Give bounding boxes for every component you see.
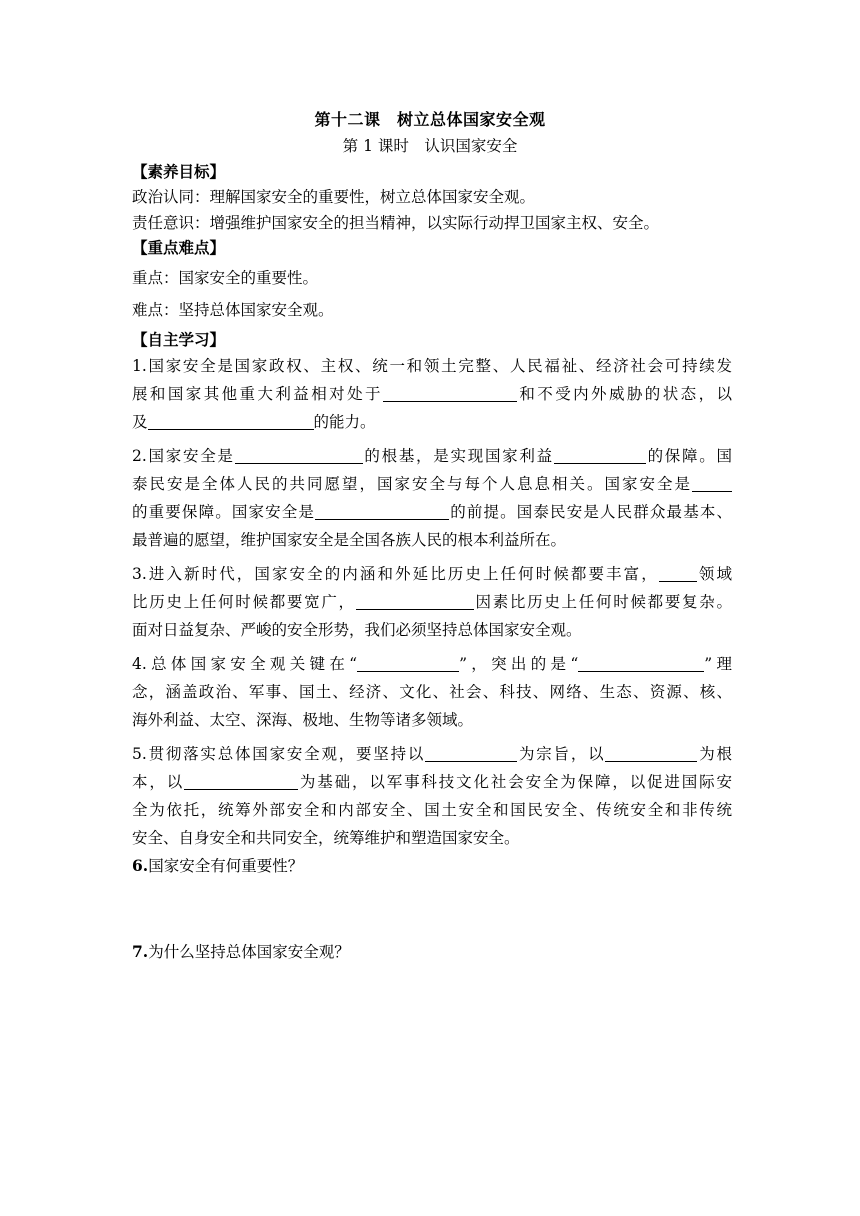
- question-7: [132, 940, 732, 964]
- fill-blank[interactable]: [605, 744, 697, 762]
- fill-blank[interactable]: [425, 744, 517, 762]
- text-segment: 4.总体国家安全观关键在“: [132, 655, 358, 673]
- question-1-line: [132, 408, 732, 436]
- question-3-line: [132, 588, 732, 616]
- section-heading-study: 【自主学习】: [132, 330, 226, 349]
- text-segment: 展和国家其他重大利益相对处于: [132, 385, 383, 403]
- page-subtitle: 第 1 课时 认识国家安全: [342, 137, 518, 155]
- question-5-line: [132, 768, 732, 796]
- question-5-line: 全为依托，统筹外部安全和内部安全、国土安全和国民安全、传统安全和非传统: [132, 801, 732, 819]
- text-segment: 3.进入新时代，国家安全的内涵和外延比历史上任何时候都要丰富，: [132, 565, 659, 583]
- text-segment: 本，以: [132, 773, 185, 791]
- text-segment: 的能力。: [313, 413, 376, 431]
- fill-blank[interactable]: [383, 384, 517, 402]
- text-segment: ”，突出的是“: [459, 655, 579, 673]
- goal-item: 政治认同：理解国家安全的重要性，树立总体国家安全观。: [132, 188, 536, 206]
- text-segment: 为根: [697, 745, 732, 763]
- goal-item: 责任意识：增强维护国家安全的担当精神，以实际行动捍卫国家主权、安全。: [132, 214, 660, 232]
- text-segment: 领域: [696, 565, 732, 583]
- text-segment: 及: [132, 413, 148, 431]
- text-segment: 的保障。国: [645, 447, 732, 465]
- question-1-line: 1.国家安全是国家政权、主权、统一和领土完整、人民福祉、经济社会可持续发: [132, 357, 732, 375]
- question-6: [132, 854, 732, 878]
- question-2: [132, 442, 732, 554]
- fill-blank[interactable]: [235, 446, 363, 464]
- text-segment: 和不受内外威胁的状态，以: [516, 385, 732, 403]
- answer-space[interactable]: [132, 964, 732, 1084]
- key-point: 重点：国家安全的重要性。: [132, 269, 319, 287]
- question-2-line: 最普遍的愿望，维护国家安全是全国各族人民的根本利益所在。: [132, 531, 567, 549]
- text-segment: 5.贯彻落实总体国家安全观，要坚持以: [132, 745, 426, 763]
- section-heading-key: 【重点难点】: [132, 238, 226, 257]
- question-number: 7.: [132, 942, 149, 961]
- question-2-line: [132, 498, 732, 526]
- text-segment: 的前提。国泰民安是人民群众最基本、: [449, 503, 732, 521]
- fill-blank[interactable]: [184, 772, 298, 790]
- text-segment: 为宗旨，以: [517, 745, 606, 763]
- answer-space[interactable]: [132, 878, 732, 940]
- question-1: [132, 352, 732, 436]
- worksheet-body: [132, 160, 732, 1084]
- fill-blank[interactable]: [659, 564, 697, 582]
- text-segment: 因素比历史上任何时候都要复杂。: [473, 593, 732, 611]
- text-segment: 的重要保障。国家安全是: [132, 503, 316, 521]
- fill-blank[interactable]: [357, 654, 459, 672]
- fill-blank[interactable]: [578, 654, 704, 672]
- question-4-line: [132, 650, 732, 678]
- question-3: [132, 560, 732, 644]
- fill-blank[interactable]: [692, 474, 732, 492]
- question-7-text: 为什么坚持总体国家安全观？: [148, 943, 350, 961]
- difficult-point: 难点：坚持总体国家安全观。: [132, 301, 334, 319]
- fill-blank[interactable]: [148, 412, 314, 430]
- question-2-line: [132, 470, 732, 498]
- fill-blank[interactable]: [356, 592, 474, 610]
- question-5-line: [132, 740, 732, 768]
- question-5-line: 安全、自身安全和共同安全，统筹维护和塑造国家安全。: [132, 829, 520, 847]
- fill-blank[interactable]: [315, 502, 449, 520]
- fill-blank[interactable]: [554, 446, 646, 464]
- text-segment: 比历史上任何时候都要宽广，: [132, 593, 356, 611]
- question-2-line: [132, 442, 732, 470]
- question-4: [132, 650, 732, 734]
- text-segment: 泰民安是全体人民的共同愿望，国家安全与每个人息息相关。国家安全是: [132, 475, 692, 493]
- question-3-line: 面对日益复杂、严峻的安全形势，我们必须坚持总体国家安全观。: [132, 621, 582, 639]
- text-segment: 的根基，是实现国家利益: [362, 447, 554, 465]
- question-number: 6.: [132, 856, 149, 875]
- section-heading-goals: 【素养目标】: [132, 162, 226, 181]
- page-title: 第十二课 树立总体国家安全观: [314, 110, 546, 129]
- text-segment: ”理: [704, 655, 732, 673]
- question-5: [132, 740, 732, 852]
- question-6-text: 国家安全有何重要性？: [148, 857, 304, 875]
- text-segment: 为基础，以军事科技文化社会安全为保障，以促进国际安: [298, 773, 732, 791]
- question-4-line: 念，涵盖政治、军事、国土、经济、文化、社会、科技、网络、生态、资源、核、: [132, 683, 732, 701]
- question-4-line: 海外利益、太空、深海、极地、生物等诸多领域。: [132, 711, 474, 729]
- question-1-line: [132, 380, 732, 408]
- text-segment: 2.国家安全是: [132, 447, 235, 465]
- question-3-line: [132, 560, 732, 588]
